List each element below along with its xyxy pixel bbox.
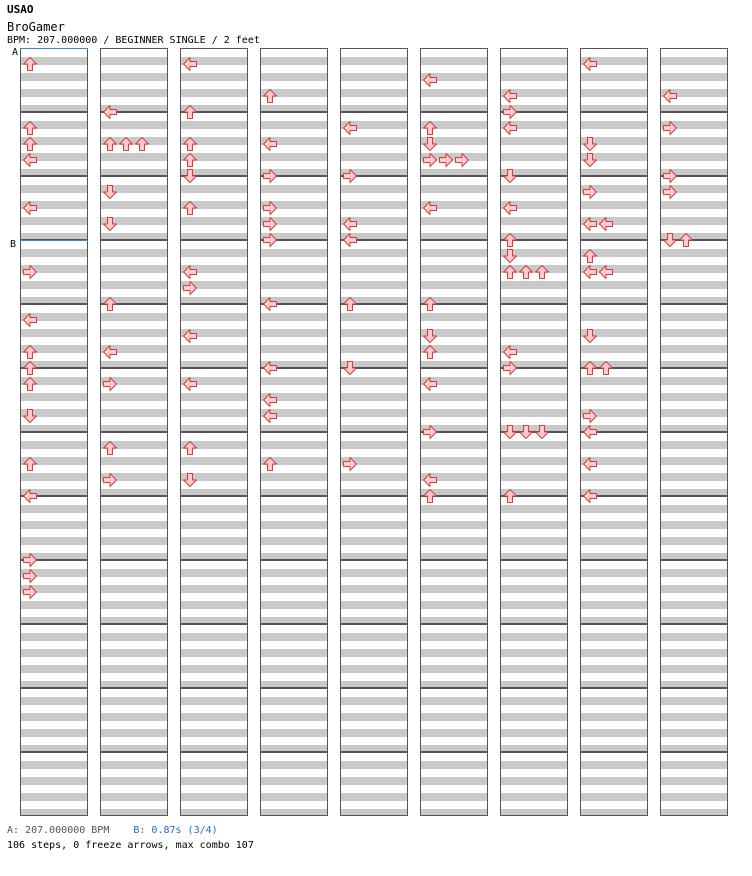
measure-box — [660, 752, 728, 816]
measure-box — [260, 560, 328, 624]
step-arrow-right — [438, 152, 454, 168]
chart-meta: BPM: 207.000000 / BEGINNER SINGLE / 2 feet — [7, 35, 260, 46]
step-arrow-left — [262, 408, 278, 424]
step-arrow-down — [662, 232, 678, 248]
section-b-summary: B: 0.87s (3/4) — [133, 825, 218, 836]
step-arrow-left — [262, 296, 278, 312]
step-arrow-left — [582, 216, 598, 232]
measure-box — [420, 752, 488, 816]
step-arrow-left — [502, 344, 518, 360]
section-marker-line — [20, 240, 88, 241]
step-arrow-up — [182, 136, 198, 152]
step-arrow-left — [262, 136, 278, 152]
step-arrow-up — [102, 136, 118, 152]
chart-column-5 — [340, 48, 408, 816]
measure-box — [100, 240, 168, 304]
step-arrow-up — [102, 296, 118, 312]
measure-box — [660, 304, 728, 368]
step-arrow-up — [678, 232, 694, 248]
step-arrow-right — [582, 408, 598, 424]
step-arrow-right — [102, 376, 118, 392]
step-arrow-down — [582, 152, 598, 168]
step-arrow-up — [22, 120, 38, 136]
measure-box — [340, 48, 408, 112]
chart-column-1 — [20, 48, 88, 816]
step-arrow-up — [342, 296, 358, 312]
step-arrow-up — [598, 360, 614, 376]
step-arrow-right — [422, 152, 438, 168]
measure-box — [420, 624, 488, 688]
measure-box — [500, 688, 568, 752]
measure-box — [20, 688, 88, 752]
step-arrow-left — [662, 88, 678, 104]
step-arrow-down — [534, 424, 550, 440]
step-arrow-left — [422, 72, 438, 88]
step-arrow-up — [182, 200, 198, 216]
step-arrow-left — [182, 264, 198, 280]
chart-column-2 — [100, 48, 168, 816]
step-arrow-left — [422, 376, 438, 392]
measure-box — [660, 624, 728, 688]
step-arrow-left — [342, 232, 358, 248]
chart-column-7 — [500, 48, 568, 816]
measure-box — [260, 624, 328, 688]
step-arrow-up — [582, 360, 598, 376]
measure-box — [420, 560, 488, 624]
measure-box — [500, 560, 568, 624]
step-arrow-right — [22, 264, 38, 280]
measure-box — [500, 752, 568, 816]
step-arrow-left — [22, 200, 38, 216]
step-arrow-up — [502, 488, 518, 504]
step-arrow-right — [502, 360, 518, 376]
measure-box — [100, 560, 168, 624]
step-arrow-up — [422, 120, 438, 136]
step-arrow-right — [662, 120, 678, 136]
step-arrow-down — [502, 248, 518, 264]
step-arrow-down — [182, 168, 198, 184]
step-arrow-left — [582, 264, 598, 280]
step-arrow-up — [422, 488, 438, 504]
step-arrow-up — [262, 88, 278, 104]
measure-box — [20, 496, 88, 560]
step-arrow-left — [422, 200, 438, 216]
footer-bpm-line — [7, 825, 218, 836]
step-arrow-left — [262, 360, 278, 376]
step-arrow-left — [262, 392, 278, 408]
measure-box — [580, 496, 648, 560]
step-arrow-right — [662, 168, 678, 184]
measure-box — [340, 560, 408, 624]
step-arrow-right — [262, 216, 278, 232]
step-arrow-right — [102, 472, 118, 488]
step-arrow-up — [22, 360, 38, 376]
step-arrow-left — [102, 344, 118, 360]
measure-box — [340, 752, 408, 816]
step-arrow-left — [102, 104, 118, 120]
step-arrow-up — [118, 136, 134, 152]
step-arrow-down — [422, 136, 438, 152]
step-arrow-left — [582, 456, 598, 472]
step-arrow-up — [582, 248, 598, 264]
measure-box — [500, 368, 568, 432]
step-arrow-right — [582, 184, 598, 200]
measure-box — [580, 560, 648, 624]
step-arrow-right — [342, 456, 358, 472]
measure-box — [500, 624, 568, 688]
step-arrow-left — [422, 472, 438, 488]
measure-box — [100, 688, 168, 752]
step-arrow-down — [342, 360, 358, 376]
step-arrow-down — [22, 408, 38, 424]
step-arrow-right — [262, 232, 278, 248]
step-arrow-up — [262, 456, 278, 472]
step-arrow-down — [582, 328, 598, 344]
step-arrow-up — [22, 376, 38, 392]
step-arrow-up — [502, 264, 518, 280]
step-arrow-down — [582, 136, 598, 152]
measure-box — [260, 752, 328, 816]
measure-box — [420, 496, 488, 560]
measure-box — [500, 496, 568, 560]
chart-column-4 — [260, 48, 328, 816]
step-arrow-down — [102, 184, 118, 200]
measure-box — [180, 624, 248, 688]
measure-box — [100, 48, 168, 112]
step-arrow-right — [262, 200, 278, 216]
measure-box — [340, 240, 408, 304]
step-arrow-left — [22, 152, 38, 168]
measure-box — [20, 624, 88, 688]
song-title: BroGamer — [7, 20, 65, 34]
step-arrow-left — [598, 216, 614, 232]
step-arrow-left — [182, 328, 198, 344]
step-arrow-right — [22, 552, 38, 568]
footer-stats: 106 steps, 0 freeze arrows, max combo 107 — [7, 840, 254, 851]
step-arrow-up — [22, 136, 38, 152]
step-arrow-up — [502, 232, 518, 248]
step-arrow-left — [22, 312, 38, 328]
step-arrow-left — [582, 424, 598, 440]
step-arrow-up — [422, 344, 438, 360]
step-arrow-right — [422, 424, 438, 440]
measure-box — [660, 432, 728, 496]
step-arrow-up — [22, 56, 38, 72]
step-arrow-left — [22, 488, 38, 504]
step-arrow-up — [134, 136, 150, 152]
chart-column-3 — [180, 48, 248, 816]
step-arrow-up — [518, 264, 534, 280]
measure-box — [660, 496, 728, 560]
section-a-label: A — [12, 47, 19, 58]
measure-box — [260, 304, 328, 368]
chart-column-6 — [420, 48, 488, 816]
step-arrow-left — [342, 216, 358, 232]
step-arrow-right — [22, 568, 38, 584]
step-arrow-right — [22, 584, 38, 600]
measure-box — [180, 496, 248, 560]
step-arrow-up — [22, 456, 38, 472]
measure-box — [500, 432, 568, 496]
measure-box — [260, 496, 328, 560]
measure-box — [660, 688, 728, 752]
step-arrow-down — [102, 216, 118, 232]
step-arrow-left — [582, 488, 598, 504]
step-arrow-right — [662, 184, 678, 200]
measure-box — [580, 624, 648, 688]
measure-box — [180, 688, 248, 752]
measure-box — [100, 496, 168, 560]
bpm-summary: A: 207.000000 BPM — [7, 825, 110, 836]
measure-box — [420, 688, 488, 752]
step-arrow-down — [422, 328, 438, 344]
measure-box — [260, 688, 328, 752]
step-arrow-right — [342, 168, 358, 184]
measure-box — [340, 624, 408, 688]
measure-box — [340, 496, 408, 560]
measure-box — [580, 688, 648, 752]
section-marker-line — [20, 48, 88, 49]
measure-box — [20, 752, 88, 816]
measure-box — [100, 752, 168, 816]
step-arrow-left — [502, 88, 518, 104]
measure-box — [340, 688, 408, 752]
step-arrow-up — [102, 440, 118, 456]
step-arrow-right — [454, 152, 470, 168]
measure-box — [420, 240, 488, 304]
song-artist: USAO — [7, 3, 34, 16]
step-arrow-left — [582, 56, 598, 72]
step-arrow-up — [182, 440, 198, 456]
step-arrow-left — [502, 120, 518, 136]
measure-box — [660, 368, 728, 432]
step-arrow-down — [182, 472, 198, 488]
step-arrow-up — [534, 264, 550, 280]
chart-column-9 — [660, 48, 728, 816]
step-arrow-left — [342, 120, 358, 136]
step-arrow-right — [262, 168, 278, 184]
step-arrow-left — [598, 264, 614, 280]
measure-box — [580, 752, 648, 816]
step-arrow-left — [182, 376, 198, 392]
measure-box — [340, 304, 408, 368]
measure-box — [100, 624, 168, 688]
step-arrow-right — [502, 104, 518, 120]
step-arrow-up — [22, 344, 38, 360]
chart-column-8 — [580, 48, 648, 816]
step-arrow-up — [182, 104, 198, 120]
step-arrow-down — [502, 424, 518, 440]
measure-box — [660, 240, 728, 304]
step-arrow-left — [502, 200, 518, 216]
section-b-label: B — [10, 239, 17, 250]
measure-box — [180, 752, 248, 816]
measure-box — [260, 240, 328, 304]
step-arrow-down — [518, 424, 534, 440]
measure-box — [340, 368, 408, 432]
step-arrow-up — [182, 152, 198, 168]
measure-box — [180, 560, 248, 624]
step-arrow-right — [182, 280, 198, 296]
measure-box — [660, 560, 728, 624]
step-arrow-down — [502, 168, 518, 184]
step-arrow-up — [422, 296, 438, 312]
step-arrow-left — [182, 56, 198, 72]
